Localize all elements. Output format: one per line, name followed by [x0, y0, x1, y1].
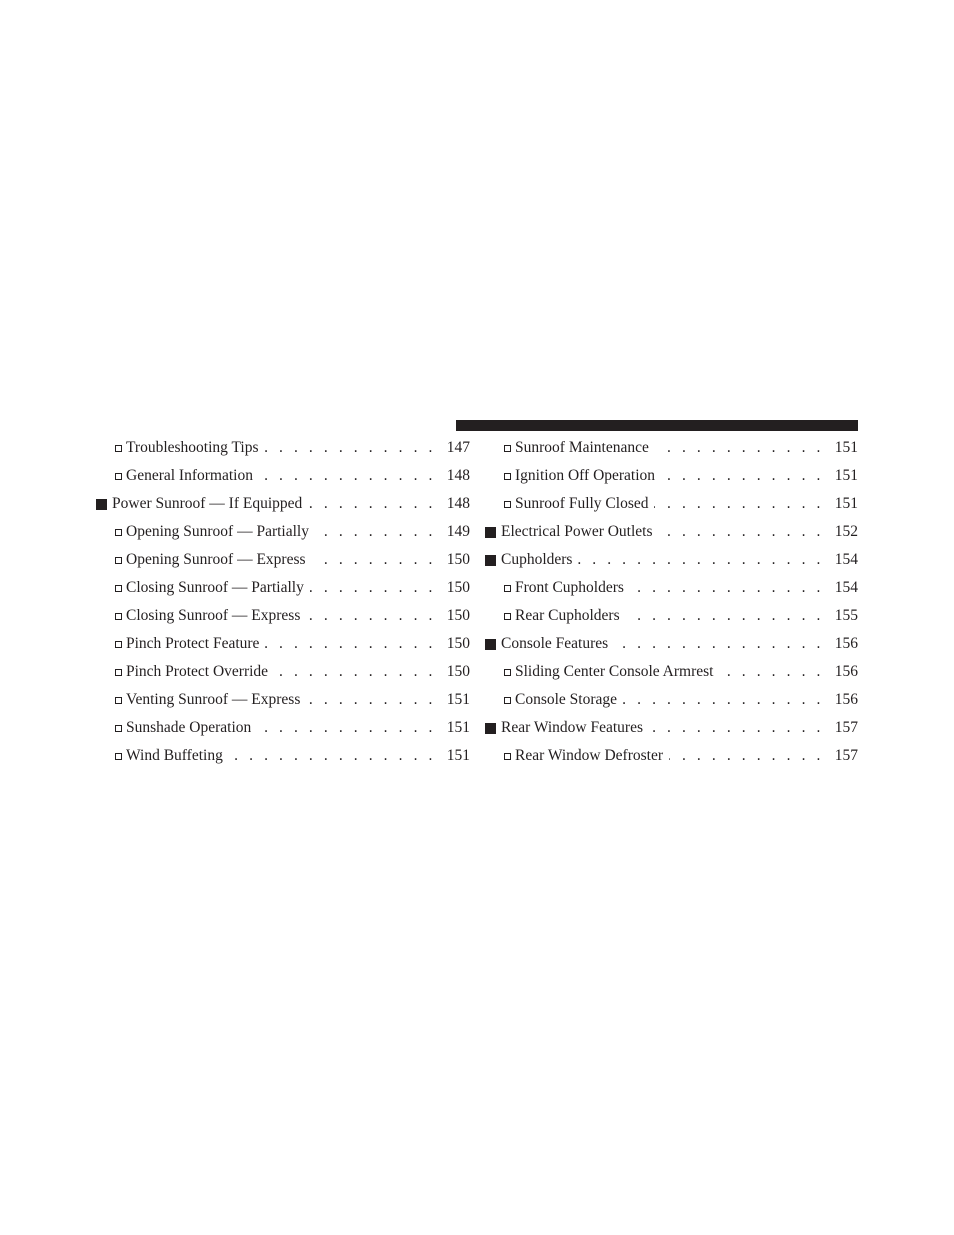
dot-leader [659, 523, 824, 541]
toc-page-number: 157 [834, 747, 858, 764]
toc-page-number: 151 [834, 439, 858, 456]
toc-entry-label: Ignition Off Operation [515, 467, 656, 484]
dot-leader [259, 467, 436, 485]
dot-leader [614, 635, 824, 653]
toc-page-number: 156 [834, 663, 858, 680]
hollow-square-bullet-icon [504, 669, 511, 676]
hollow-square-bullet-icon [504, 753, 511, 760]
hollow-square-bullet-icon [115, 445, 122, 452]
hollow-square-bullet-icon [115, 557, 122, 564]
toc-entry [485, 518, 858, 546]
toc-entry-label: General Information [126, 467, 253, 484]
dot-leader [229, 747, 436, 765]
toc-page-number: 156 [834, 691, 858, 708]
toc-entry [96, 602, 470, 630]
toc-entry-label: Console Features [501, 635, 609, 652]
hollow-square-bullet-icon [504, 585, 511, 592]
toc-entry [485, 462, 858, 490]
dot-leader [654, 495, 824, 513]
dot-leader [306, 691, 436, 709]
toc-page-number: 151 [446, 747, 470, 764]
toc-entry-label: Rear Window Features [501, 719, 643, 736]
hollow-square-bullet-icon [504, 697, 511, 704]
toc-entry-label: Wind Buffeting [126, 747, 223, 764]
hollow-square-bullet-icon [115, 613, 122, 620]
toc-entry [96, 714, 470, 742]
toc-page-number: 148 [446, 467, 470, 484]
hollow-square-bullet-icon [504, 473, 511, 480]
dot-leader [265, 635, 436, 653]
toc-entry [485, 546, 858, 574]
toc-entry [96, 630, 470, 658]
toc-page-number: 151 [446, 691, 470, 708]
toc-entry [96, 518, 470, 546]
toc-entry [96, 462, 470, 490]
toc-entry [96, 686, 470, 714]
toc-entry-label: Front Cupholders [515, 579, 624, 596]
toc-page-number: 157 [834, 719, 858, 736]
hollow-square-bullet-icon [115, 697, 122, 704]
toc-entry [485, 686, 858, 714]
toc-page-number: 154 [834, 551, 858, 568]
toc-page-number: 149 [446, 523, 470, 540]
dot-leader [669, 747, 824, 765]
toc-entry-label: Opening Sunroof — Partially [126, 523, 309, 540]
dot-leader [719, 663, 824, 681]
filled-square-bullet-icon [485, 723, 496, 734]
dot-leader [274, 663, 436, 681]
toc-entry [485, 630, 858, 658]
toc-entry-label: Sunshade Operation [126, 719, 252, 736]
toc-page-number: 150 [446, 663, 470, 680]
hollow-square-bullet-icon [115, 585, 122, 592]
dot-leader [310, 579, 436, 597]
toc-entry [485, 490, 858, 518]
hollow-square-bullet-icon [115, 641, 122, 648]
toc-page-number: 154 [834, 579, 858, 596]
toc-entry-label: Pinch Protect Override [126, 663, 269, 680]
hollow-square-bullet-icon [115, 529, 122, 536]
dot-leader [630, 579, 824, 597]
dot-leader [623, 691, 824, 709]
toc-entry-label: Sunroof Maintenance [515, 439, 649, 456]
toc-page-number: 156 [834, 635, 858, 652]
toc-entry-label: Troubleshooting Tips [126, 439, 259, 456]
toc-page-number: 147 [446, 439, 470, 456]
toc-entry-label: Sunroof Fully Closed [515, 495, 649, 512]
toc-page-number: 148 [446, 495, 470, 512]
toc-entry [485, 434, 858, 462]
dot-leader [578, 551, 824, 569]
toc-page-number: 150 [446, 551, 470, 568]
toc-entry-label: Sliding Center Console Armrest [515, 663, 714, 680]
filled-square-bullet-icon [96, 499, 107, 510]
dot-leader [257, 719, 436, 737]
toc-page-number: 150 [446, 579, 470, 596]
toc-entry [485, 658, 858, 686]
hollow-square-bullet-icon [504, 613, 511, 620]
filled-square-bullet-icon [485, 527, 496, 538]
toc-entry [96, 574, 470, 602]
toc-page-number: 150 [446, 607, 470, 624]
toc-entry-label: Rear Cupholders [515, 607, 620, 624]
toc-entry-label: Rear Window Defroster [515, 747, 664, 764]
hollow-square-bullet-icon [504, 501, 511, 508]
toc-entry-label: Power Sunroof — If Equipped [112, 495, 303, 512]
dot-leader [308, 495, 436, 513]
dot-leader [265, 439, 436, 457]
toc-entry [96, 434, 470, 462]
toc-entry-label: Closing Sunroof — Partially [126, 579, 304, 596]
toc-right-column [485, 434, 858, 770]
hollow-square-bullet-icon [115, 473, 122, 480]
filled-square-bullet-icon [485, 555, 496, 566]
dot-leader [306, 607, 436, 625]
toc-page-number: 151 [834, 495, 858, 512]
toc-entry [96, 490, 470, 518]
dot-leader [626, 607, 824, 625]
filled-square-bullet-icon [485, 639, 496, 650]
toc-entry-label: Electrical Power Outlets [501, 523, 653, 540]
toc-entry-label: Closing Sunroof — Express [126, 607, 301, 624]
hollow-square-bullet-icon [115, 753, 122, 760]
dot-leader [312, 551, 436, 569]
toc-entry-label: Console Storage [515, 691, 618, 708]
dot-leader [661, 467, 824, 485]
section-header-bar [456, 420, 858, 431]
hollow-square-bullet-icon [504, 445, 511, 452]
toc-entry [485, 742, 858, 770]
dot-leader [655, 439, 824, 457]
toc-page-number: 151 [446, 719, 470, 736]
toc-entry [485, 714, 858, 742]
toc-entry [485, 574, 858, 602]
toc-entry [485, 602, 858, 630]
toc-page-number: 152 [834, 523, 858, 540]
dot-leader [649, 719, 824, 737]
toc-entry [96, 742, 470, 770]
hollow-square-bullet-icon [115, 669, 122, 676]
dot-leader [315, 523, 436, 541]
toc-entry-label: Pinch Protect Feature [126, 635, 260, 652]
toc-page-number: 155 [834, 607, 858, 624]
toc-entry [96, 546, 470, 574]
toc-entry [96, 658, 470, 686]
toc-page-number: 150 [446, 635, 470, 652]
toc-left-column [96, 434, 470, 770]
toc-page-number: 151 [834, 467, 858, 484]
toc-entry-label: Opening Sunroof — Express [126, 551, 306, 568]
hollow-square-bullet-icon [115, 725, 122, 732]
toc-entry-label: Cupholders [501, 551, 573, 568]
toc-entry-label: Venting Sunroof — Express [126, 691, 301, 708]
